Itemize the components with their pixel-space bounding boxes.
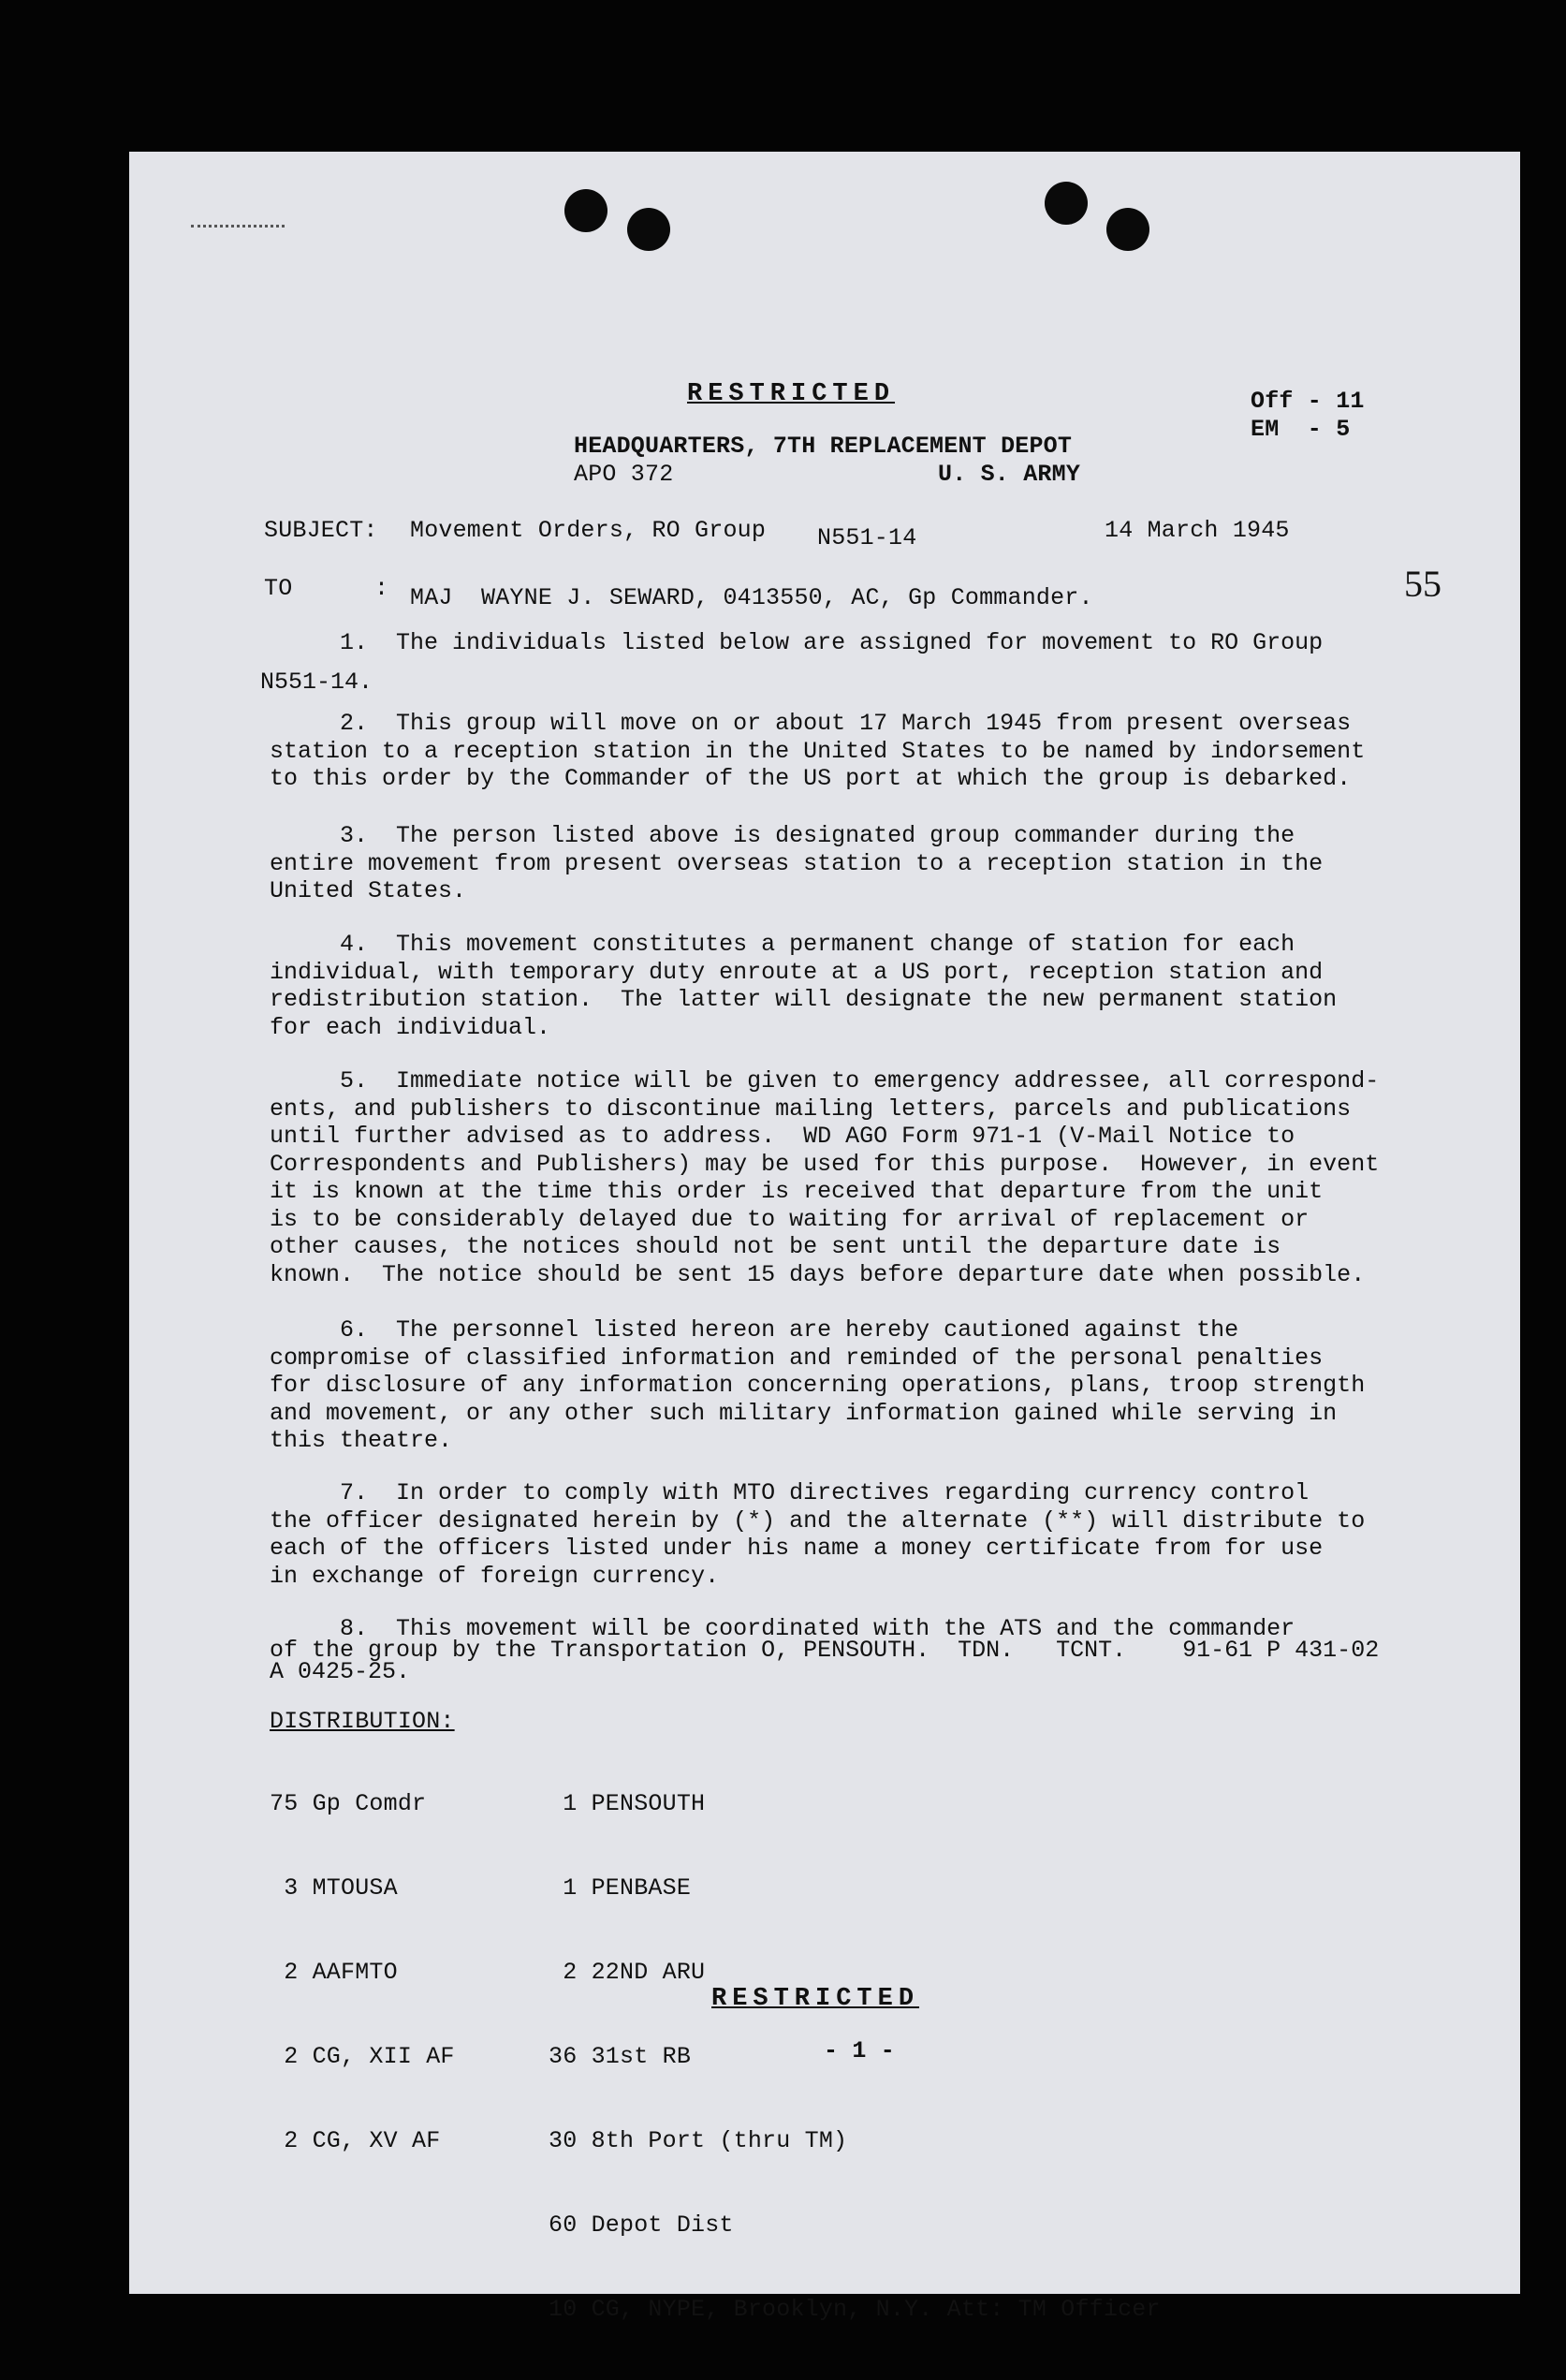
distribution-entry: 2 AAFMTO [270, 1959, 398, 1986]
distribution-entry: 75 Gp Comdr [270, 1790, 427, 1817]
distribution-entry: 60 Depot Dist [549, 2211, 734, 2239]
paragraph-line: station to a reception station in the United States to be named by indorsement [270, 737, 1366, 765]
paragraph-line: 5. Immediate notice will be given to emergency addressee, all correspond- [270, 1067, 1380, 1095]
org-army: U. S. ARMY [938, 461, 1081, 488]
to-colon: : [374, 575, 389, 602]
paragraph-6 [270, 1316, 1430, 1455]
paragraph-line: and movement, or any other such military information gained while serving in [270, 1399, 1338, 1427]
distribution-entry: 10 CG, NYPE, Brooklyn, N.Y. Att: TM Officer [549, 2296, 1161, 2323]
paragraph-7 [270, 1479, 1430, 1590]
distribution-entry: 1 PENBASE [549, 1874, 692, 1902]
paragraph-line: entire movement from present overseas station to a reception station in the [270, 849, 1324, 877]
paragraph-line: it is known at the time this order is received that departure from the unit [270, 1178, 1324, 1205]
document-page [129, 152, 1520, 2323]
paragraph-1 [260, 629, 1430, 696]
paragraph-2 [270, 710, 1430, 793]
punch-hole [1045, 182, 1088, 225]
distribution-heading: DISTRIBUTION: [270, 1708, 455, 1735]
paragraph-line: this theatre. [270, 1427, 453, 1454]
paragraph-line: to this order by the Commander of the US port at which the group is debarked. [270, 765, 1352, 792]
distribution-entry: 2 22ND ARU [549, 1959, 706, 1986]
distribution-entry: 2 CG, XV AF [270, 2127, 441, 2154]
classification-top: RESTRICTED [687, 380, 896, 408]
classification-bottom: RESTRICTED [711, 1985, 920, 2013]
distribution-entry: 1 PENSOUTH [549, 1790, 706, 1817]
paragraph-line: individual, with temporary duty enroute at a US port, reception station and [270, 958, 1324, 986]
paragraph-line: Correspondents and Publishers) may be used for this purpose. However, in event [270, 1150, 1380, 1178]
specks-mark [191, 225, 285, 237]
distribution-left-list [270, 1734, 455, 2211]
paragraph-line: redistribution station. The latter will designate the new permanent station [270, 986, 1338, 1013]
punch-hole [564, 189, 607, 232]
paragraph-line: 8. This movement will be coordinated with the ATS and the commander [270, 1615, 1295, 1642]
paragraph-line: the officer designated herein by (*) and the alternate (**) will distribute to [270, 1506, 1366, 1535]
distribution-entry: 36 31st RB [549, 2043, 692, 2070]
distribution-entry: 30 8th Port (thru TM) [549, 2127, 848, 2154]
paragraph-line: in exchange of foreign currency. [270, 1562, 720, 1590]
distribution-entry: 2 CG, XII AF [270, 2043, 455, 2070]
paragraph-line: ents, and publishers to discontinue mailing letters, parcels and publications [270, 1095, 1352, 1123]
count-enlisted: EM - 5 [1251, 416, 1351, 443]
paragraph-line: known. The notice should be sent 15 days before departure date when possible. [270, 1260, 1366, 1288]
punch-hole [1106, 208, 1149, 251]
paragraph-line: until further advised as to address. WD AGO Form 971-1 (V-Mail Notice to [270, 1123, 1295, 1150]
distribution-entry: 3 MTOUSA [270, 1874, 398, 1902]
paragraph-line: A 0425-25. [270, 1658, 411, 1685]
org-apo: APO 372 [574, 461, 674, 488]
count-officers: Off - 11 [1251, 388, 1365, 415]
page-mark: 55 [1404, 563, 1442, 605]
paragraph-5 [270, 1067, 1430, 1288]
order-date: 14 March 1945 [1105, 517, 1290, 544]
paragraph-line: United States. [270, 877, 467, 904]
paragraph-4 [270, 931, 1430, 1041]
to-label: TO [264, 575, 293, 602]
subject-text: Movement Orders, RO Group [410, 517, 767, 544]
paragraph-line: N551-14. [260, 668, 373, 696]
paragraph-line: for each individual. [270, 1013, 551, 1041]
page-number: - 1 - [824, 2037, 896, 2064]
paragraph-8 [270, 1615, 1430, 1685]
paragraph-line: 6. The personnel listed hereon are hereby cautioned against the [270, 1316, 1239, 1344]
paragraph-line: each of the officers listed under his name a money certificate from for use [270, 1535, 1324, 1562]
subject-label: SUBJECT: [264, 517, 378, 544]
paragraph-line: 3. The person listed above is designated group commander during the [270, 822, 1295, 849]
paragraph-line: 4. This movement constitutes a permanent change of station for each [270, 931, 1295, 958]
paragraph-line: other causes, the notices should not be sent until the departure date is [270, 1233, 1281, 1260]
paragraph-line: is to be considerably delayed due to waiting for arrival of replacement or [270, 1205, 1310, 1233]
org-line1: HEADQUARTERS, 7TH REPLACEMENT DEPOT [574, 433, 1073, 460]
group-number: N551-14 [817, 524, 917, 551]
paragraph-line: 2. This group will move on or about 17 March 1945 from present overseas [270, 710, 1352, 737]
paragraph-line: 7. In order to comply with MTO directives regarding currency control [270, 1479, 1310, 1506]
paragraph-line: for disclosure of any information concerning operations, plans, troop strength [270, 1372, 1366, 1399]
paragraph-3 [270, 822, 1430, 905]
paragraph-line: compromise of classified information and reminded of the personal penalties [270, 1344, 1324, 1372]
to-addressee: MAJ WAYNE J. SEWARD, 0413550, AC, Gp Commander. [410, 584, 1093, 611]
paragraph-line: of the group by the Transportation O, PENSOUTH. TDN. TCNT. 91-61 P 431-02 [270, 1637, 1380, 1664]
paragraph-line: 1. The individuals listed below are assigned for movement to RO Group [270, 629, 1324, 656]
punch-hole [627, 208, 670, 251]
